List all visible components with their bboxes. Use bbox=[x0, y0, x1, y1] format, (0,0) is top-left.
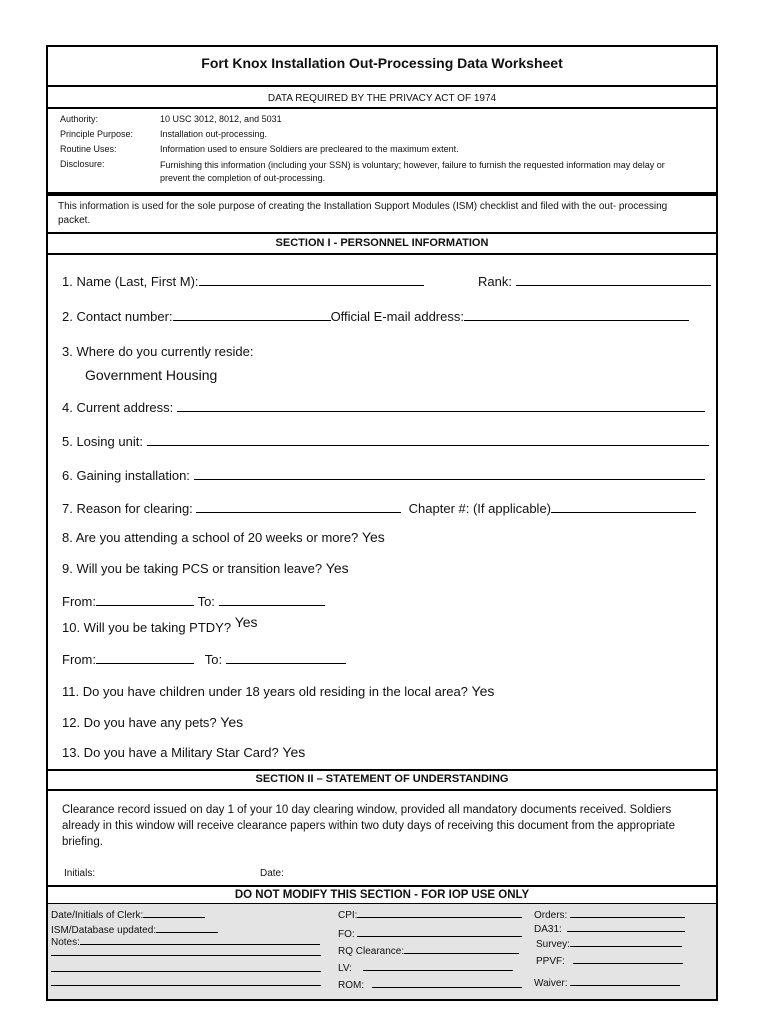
lv-label: LV: bbox=[338, 963, 352, 974]
clerk-field[interactable] bbox=[143, 907, 205, 918]
contact-row bbox=[62, 308, 689, 324]
to-label: To: bbox=[197, 594, 215, 609]
ptdy-answer[interactable]: Yes bbox=[234, 614, 258, 630]
orders-field[interactable] bbox=[570, 907, 685, 918]
ppvf-label: PPVF: bbox=[536, 956, 565, 967]
pets-row bbox=[62, 714, 243, 730]
ptdy-from-field[interactable] bbox=[96, 651, 194, 664]
pets-answer[interactable]: Yes bbox=[220, 714, 244, 730]
divider bbox=[48, 789, 716, 791]
gaining-label: 6. Gaining installation: bbox=[62, 468, 190, 483]
divider bbox=[48, 769, 716, 771]
school-answer[interactable]: Yes bbox=[361, 529, 385, 545]
worksheet-form bbox=[46, 45, 718, 1001]
rom-row bbox=[338, 977, 522, 991]
ism-field[interactable] bbox=[156, 922, 218, 933]
info-text: This information is used for the sole purpose of creating the Installation Support Modules (ISM) checklist and filed with the out- processing packet. bbox=[58, 201, 668, 226]
divider bbox=[48, 253, 716, 255]
notes-label: Notes: bbox=[51, 937, 80, 948]
statement-paragraph: Clearance record issued on day 1 of your 10 day clearing window, provided all mandatory documents received. Soldiers already in this window will receive clearance papers within two duty days of receiving this document from the appropriate briefing. bbox=[62, 804, 675, 848]
waiver-field[interactable] bbox=[570, 975, 680, 986]
rq-field[interactable] bbox=[404, 943, 519, 954]
survey-field[interactable] bbox=[570, 936, 682, 947]
divider bbox=[48, 903, 716, 904]
clerk-row bbox=[51, 907, 205, 921]
rank-label: Rank: bbox=[478, 274, 512, 289]
rom-label: ROM: bbox=[338, 980, 365, 991]
from-label: From: bbox=[62, 652, 96, 667]
ptdy-row bbox=[62, 614, 258, 635]
leave-from-field[interactable] bbox=[96, 593, 194, 606]
privacy-label: Disclosure: bbox=[60, 159, 105, 169]
privacy-value: 10 USC 3012, 8012, and 5031 bbox=[160, 114, 282, 124]
iop-heading: DO NOT MODIFY THIS SECTION - FOR IOP USE ONLY bbox=[48, 887, 716, 903]
ptdy-to-field[interactable] bbox=[226, 651, 346, 664]
rank-field[interactable] bbox=[516, 273, 711, 286]
date-label[interactable]: Date: bbox=[260, 868, 284, 879]
children-answer[interactable]: Yes bbox=[471, 683, 495, 699]
ism-label: ISM/Database updated: bbox=[51, 925, 157, 936]
da31-row bbox=[534, 921, 685, 935]
da31-field[interactable] bbox=[567, 921, 685, 932]
survey-label: Survey: bbox=[536, 939, 570, 950]
gaining-field[interactable] bbox=[194, 467, 705, 480]
leave-answer[interactable]: Yes bbox=[325, 560, 349, 576]
survey-row bbox=[536, 936, 682, 950]
star-card-row bbox=[62, 744, 305, 760]
notes-line[interactable] bbox=[51, 985, 321, 986]
school-row bbox=[62, 529, 385, 545]
name-field[interactable] bbox=[199, 273, 424, 286]
notes-field[interactable] bbox=[80, 934, 320, 945]
name-row bbox=[62, 273, 424, 289]
star-card-answer[interactable]: Yes bbox=[282, 744, 306, 760]
reside-label: 3. Where do you currently reside: bbox=[62, 344, 254, 359]
orders-label: Orders: bbox=[534, 910, 568, 921]
orders-row bbox=[534, 907, 685, 921]
reside-answer[interactable]: Government Housing bbox=[85, 367, 218, 383]
waiver-row bbox=[534, 975, 680, 989]
da31-label: DA31: bbox=[534, 924, 562, 935]
losing-unit-field[interactable] bbox=[147, 433, 709, 446]
cpi-field[interactable] bbox=[357, 907, 522, 918]
rq-label: RQ Clearance: bbox=[338, 946, 405, 957]
reason-row bbox=[62, 500, 696, 516]
divider bbox=[48, 85, 716, 87]
leave-to-field[interactable] bbox=[219, 593, 325, 606]
ptdy-question: 10. Will you be taking PTDY? bbox=[62, 620, 232, 635]
ptdy-dates-row bbox=[62, 651, 346, 667]
children-question: 11. Do you have children under 18 years old residing in the local area? bbox=[62, 684, 468, 699]
privacy-label: Authority: bbox=[60, 114, 99, 124]
notes-row bbox=[51, 934, 320, 948]
privacy-value: Furnishing this information (including your SSN) is voluntary; however, failure to furnish the requested information may delay or prevent the completion of out-processing. bbox=[160, 160, 665, 183]
fo-row bbox=[338, 926, 522, 940]
ppvf-field[interactable] bbox=[573, 953, 683, 964]
clerk-label: Date/Initials of Clerk: bbox=[51, 910, 144, 921]
contact-label: 2. Contact number: bbox=[62, 309, 173, 324]
section1-heading: SECTION I - PERSONNEL INFORMATION bbox=[275, 237, 489, 249]
lv-field[interactable] bbox=[363, 960, 513, 971]
rom-field[interactable] bbox=[372, 977, 522, 988]
fo-field[interactable] bbox=[357, 926, 522, 937]
leave-dates-row bbox=[62, 593, 325, 609]
name-label: 1. Name (Last, First M): bbox=[62, 274, 199, 289]
from-label: From: bbox=[62, 594, 96, 609]
cpi-label: CPI: bbox=[338, 910, 358, 921]
chapter-label: Chapter #: (If applicable) bbox=[408, 501, 552, 516]
lv-row bbox=[338, 960, 513, 974]
privacy-value: Installation out-processing. bbox=[160, 129, 268, 139]
losing-unit-label: 5. Losing unit: bbox=[62, 434, 143, 449]
to-label: To: bbox=[204, 652, 223, 667]
privacy-label: Routine Uses: bbox=[60, 144, 117, 154]
rank-row bbox=[478, 273, 711, 289]
iop-section bbox=[48, 887, 716, 999]
privacy-label: Principle Purpose: bbox=[60, 129, 134, 139]
divider bbox=[48, 192, 716, 196]
privacy-value: Information used to ensure Soldiers are precleared to the maximum extent. bbox=[160, 144, 459, 154]
privacy-heading: DATA REQUIRED BY THE PRIVACY ACT OF 1974 bbox=[267, 93, 497, 104]
notes-line[interactable] bbox=[51, 955, 321, 956]
reason-label: 7. Reason for clearing: bbox=[62, 501, 193, 516]
gaining-row bbox=[62, 467, 705, 483]
fo-label: FO: bbox=[338, 929, 355, 940]
chapter-field[interactable] bbox=[551, 500, 696, 513]
rq-row bbox=[338, 943, 519, 957]
initials-label[interactable]: Initials: bbox=[64, 868, 96, 879]
reason-field[interactable] bbox=[196, 500, 401, 513]
notes-line[interactable] bbox=[51, 999, 321, 1000]
contact-field[interactable] bbox=[173, 308, 331, 321]
ppvf-row bbox=[536, 953, 683, 967]
notes-line[interactable] bbox=[51, 971, 321, 972]
school-question: 8. Are you attending a school of 20 weeks or more? bbox=[62, 530, 359, 545]
losing-unit-row bbox=[62, 433, 709, 449]
leave-row bbox=[62, 560, 349, 576]
children-row bbox=[62, 683, 494, 699]
divider bbox=[48, 232, 716, 234]
address-field[interactable] bbox=[177, 399, 705, 412]
email-label: Official E-mail address: bbox=[330, 309, 464, 324]
email-field[interactable] bbox=[464, 308, 689, 321]
address-label: 4. Current address: bbox=[62, 400, 174, 415]
cpi-row bbox=[338, 907, 522, 921]
pets-question: 12. Do you have any pets? bbox=[62, 715, 217, 730]
address-row bbox=[62, 399, 705, 415]
waiver-label: Waiver: bbox=[534, 978, 568, 989]
divider bbox=[48, 107, 716, 109]
star-card-question: 13. Do you have a Military Star Card? bbox=[62, 745, 279, 760]
section2-heading: SECTION II – STATEMENT OF UNDERSTANDING bbox=[255, 773, 509, 785]
form-title: Fort Knox Installation Out-Processing Data Worksheet bbox=[201, 55, 563, 71]
leave-question: 9. Will you be taking PCS or transition leave? bbox=[62, 561, 323, 576]
